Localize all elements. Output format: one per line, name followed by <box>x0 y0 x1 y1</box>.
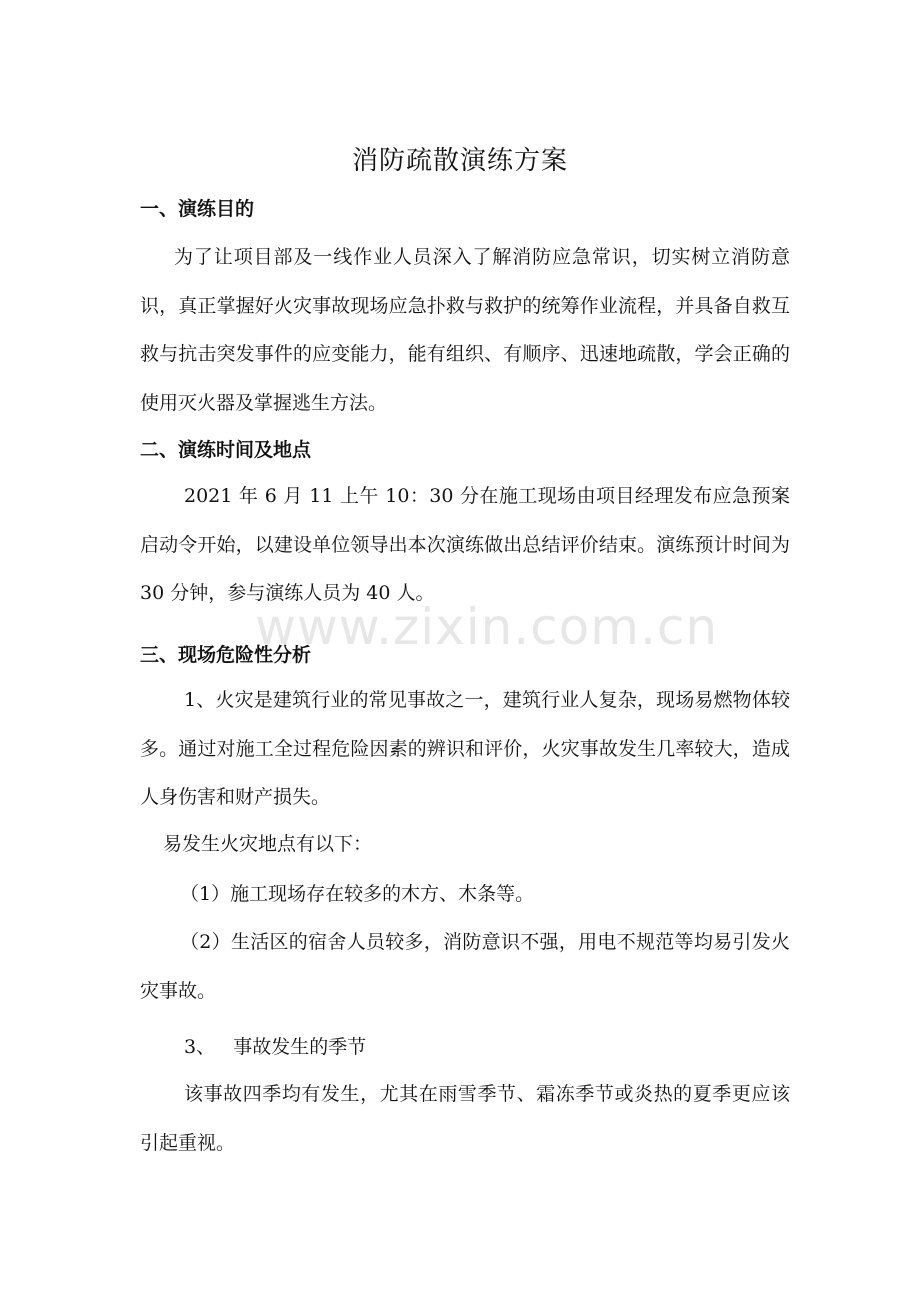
section-paragraph-time-place: 2021 年 6 月 11 上午 10：30 分在施工现场由项目经理发布应急预案启动令开始，以建设单位领导出本次演练做出总结评价结束。演练预计时间为 30 分钟，参与演练人员为 40 人。 <box>140 485 790 604</box>
watermark: www.zixin.com.cn <box>255 598 719 656</box>
section-heading-time-place: 二、演练时间及地点 <box>140 439 312 461</box>
list-item: （1）施工现场存在较多的木方、木条等。 <box>180 883 535 905</box>
section-paragraph-risk-analysis: 1、火灾是建筑行业的常见事故之一，建筑行业人复杂，现场易燃物体较多。通过对施工全过程危险因素的辨识和评价，火灾事故发生几率较大，造成人身伤害和财产损失。 <box>140 689 790 808</box>
page-title: 消防疏散演练方案 <box>351 146 568 176</box>
subheading-season: 3、 事故发生的季节 <box>184 1036 367 1058</box>
section-paragraph-purpose: 为了让项目部及一线作业人员深入了解消防应急常识，切实树立消防意识，真正掌握好火灾事故现场应急扑救与救护的统筹作业流程，并具备自救互救与抗击突发事件的应变能力，能有组织、有顺序、迅速地疏散，学会正确的使用灭火器及掌握逃生方法。 <box>140 246 790 414</box>
section-heading-risk-analysis: 三、现场危险性分析 <box>140 644 312 666</box>
section-heading-purpose: 一、演练目的 <box>140 198 255 220</box>
season-paragraph: 该事故四季均有发生，尤其在雨雪季节、霜冻季节或炎热的夏季更应该引起重视。 <box>140 1083 790 1154</box>
list-item: （2）生活区的宿舍人员较多，消防意识不强，用电不规范等均易引发火灾事故。 <box>140 931 790 1002</box>
list-intro: 易发生火灾地点有以下： <box>163 833 373 855</box>
